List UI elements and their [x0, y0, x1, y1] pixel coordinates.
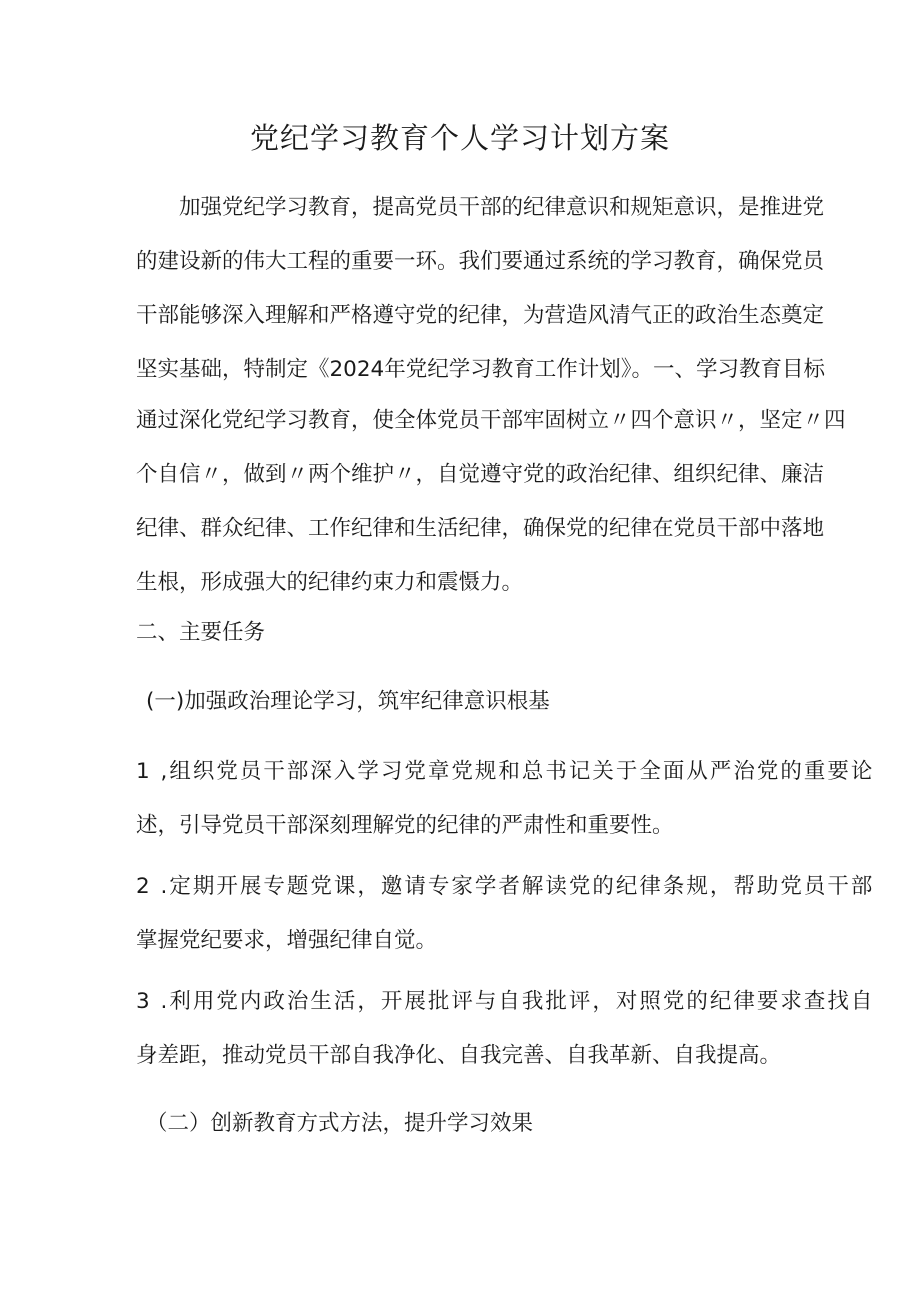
intro-line-1: 加强党纪学习教育，提高党员干部的纪律意识和规矩意识，是推进党	[179, 195, 825, 220]
item1-line-2: 述，引导党员干部深刻理解党的纪律的严肃性和重要性。	[136, 813, 674, 838]
goal-line-2: 个自信〃，做到〃两个维护〃，自觉遵守党的政治纪律、组织纪律、廉洁	[136, 462, 825, 487]
intro-line-4: 坚实基础，特制定《2024年党纪学习教育工作计划》。一、学习教育目标	[136, 357, 825, 382]
intro-line-2: 的建设新的伟大工程的重要一环。我们要通过系统的学习教育，确保党员	[136, 249, 825, 274]
item2-line-1: 2 .定期开展专题党课，邀请专家学者解读党的纪律条规，帮助党员干部	[136, 874, 875, 899]
goal-paragraph	[136, 394, 846, 610]
task-item-2	[136, 860, 875, 968]
intro-line-3: 干部能够深入理解和严格遵守党的纪律，为营造风清气正的政治生态奠定	[136, 303, 825, 328]
intro-paragraph	[136, 181, 825, 397]
item3-line-2: 身差距，推动党员干部自我净化、自我完善、自我革新、自我提高。	[136, 1043, 782, 1068]
section-heading-main-tasks	[136, 606, 790, 660]
goal-line-1: 通过深化党纪学习教育，使全体党员干部牢固树立〃四个意识〃，坚定〃四	[136, 408, 846, 433]
section2-heading: 二、主要任务	[136, 620, 266, 645]
subsection-heading-2	[136, 1097, 790, 1151]
sub2-heading: （二）创新教育方式方法，提升学习效果	[146, 1111, 534, 1136]
document-title: 党纪学习教育个人学习计划方案	[249, 121, 670, 155]
subsection-heading-1	[136, 675, 790, 729]
item3-line-1: 3 .利用党内政治生活，开展批评与自我批评，对照党的纪律要求查找自	[136, 989, 875, 1014]
item1-line-1: 1 ,组织党员干部深入学习党章党规和总书记关于全面从严治党的重要论	[136, 759, 875, 784]
task-item-1	[136, 745, 875, 853]
task-item-3	[136, 975, 875, 1083]
sub1-heading: (一)加强政治理论学习，筑牢纪律意识根基	[146, 689, 550, 714]
goal-line-4: 生根，形成强大的纪律约束力和震慑力。	[136, 570, 524, 595]
item2-line-2: 掌握党纪要求，增强纪律自觉。	[136, 928, 438, 953]
goal-line-3: 纪律、群众纪律、工作纪律和生活纪律，确保党的纪律在党员干部中落地	[136, 516, 825, 541]
